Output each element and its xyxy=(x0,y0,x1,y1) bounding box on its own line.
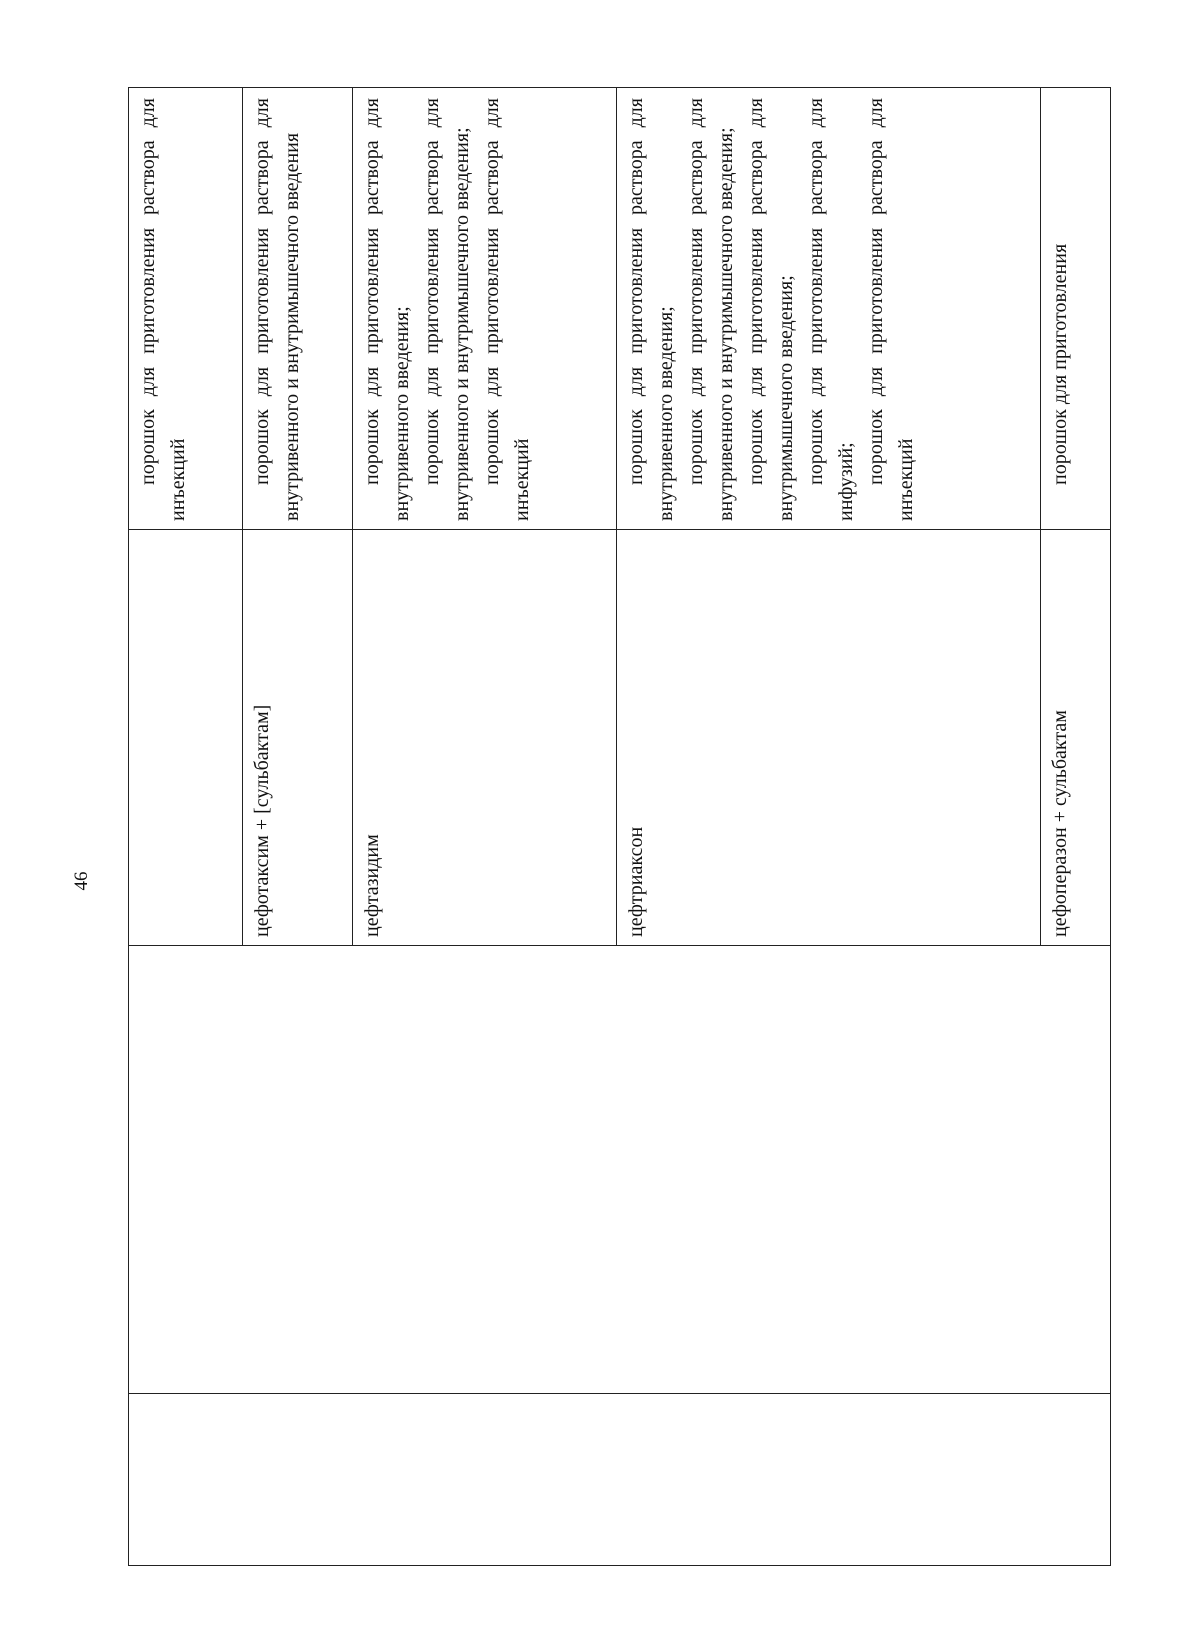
drug-name: цефоперазон + сульбактам xyxy=(1049,710,1071,937)
drug-table xyxy=(128,87,1111,1566)
drug-name: цефтриаксон xyxy=(625,826,647,937)
dosage-form: порошок для приготовления раствора для внутривенного и внутримышечного введения xyxy=(251,98,303,521)
table-row xyxy=(129,88,243,1566)
dosage-form: порошок для приготовления раствора для инъекций xyxy=(137,98,189,521)
drug-name-cell xyxy=(353,530,617,946)
dosage-form: порошок для приготовления раствора для внутривенного и внутримышечного введения; xyxy=(421,98,473,521)
dosage-form-cell xyxy=(617,88,1041,530)
drug-name-cell xyxy=(129,530,243,946)
dosage-form: порошок для приготовления раствора для инъекций xyxy=(865,98,917,521)
drug-name-cell xyxy=(1041,530,1111,946)
drug-name-cell xyxy=(617,530,1041,946)
atc-code-cell xyxy=(129,1394,1111,1566)
dosage-form: порошок для приготовления раствора для инфузий; xyxy=(805,98,857,521)
drug-table-rotated xyxy=(128,88,1110,1566)
dosage-form-cell xyxy=(129,88,243,530)
dosage-form: порошок для приготовления раствора для внутримышечного введения; xyxy=(745,98,797,521)
dosage-form: порошок для приготовления раствора для инъекций xyxy=(481,98,533,521)
page-number: 46 xyxy=(71,871,92,891)
dosage-form-cell xyxy=(243,88,353,530)
group-name-cell xyxy=(129,946,1111,1394)
dosage-form: порошок для приготовления xyxy=(1049,243,1071,485)
drug-name: цефтазидим xyxy=(361,834,383,937)
drug-name-cell xyxy=(243,530,353,946)
dosage-form-cell xyxy=(353,88,617,530)
dosage-form: порошок для приготовления раствора для внутривенного и внутримышечного введения; xyxy=(685,98,737,521)
dosage-form-cell xyxy=(1041,88,1111,530)
dosage-form: порошок для приготовления раствора для внутривенного введения; xyxy=(361,98,413,521)
drug-name: цефотаксим + [сульбактам] xyxy=(251,704,273,937)
dosage-form: порошок для приготовления раствора для внутривенного введения; xyxy=(625,98,677,521)
drug-table-container xyxy=(128,88,1110,1566)
